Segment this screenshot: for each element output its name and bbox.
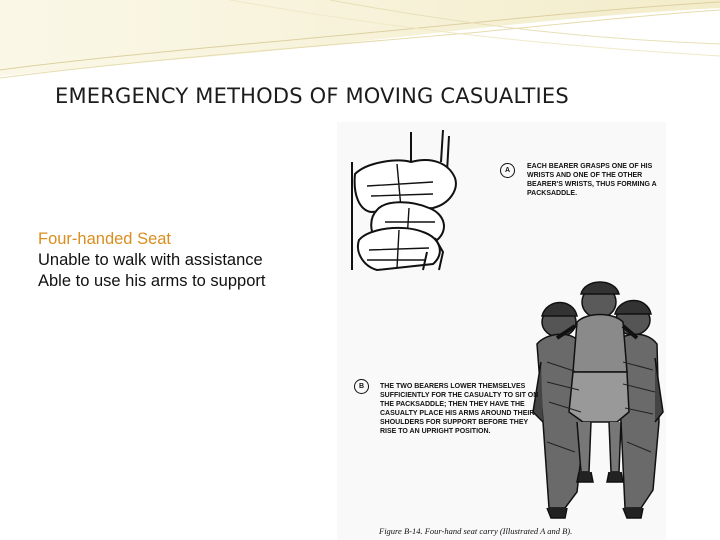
- step-b-marker: B: [354, 379, 369, 394]
- decorative-swoosh: [0, 0, 720, 80]
- slide-title: EMERGENCY METHODS OF MOVING CASUALTIES: [55, 84, 569, 108]
- step-b-text: THE TWO BEARERS LOWER THEMSELVES SUFFICIENTLY FOR THE CASUALTY TO SIT ON THE PACKSADDLE; THEN THEY HAVE THE CASUALTY PLACE HIS ARMS AROUND THEIR SHOULDERS FOR SUPPORT BEFORE THEY RISE TO AN UPRIGHT POSITION.: [380, 383, 539, 435]
- bullet-line: Unable to walk with assistance: [38, 251, 263, 269]
- bullet-line: Able to use his arms to support: [38, 272, 266, 290]
- figure-caption: Figure B-14. Four-hand seat carry (Illustrated A and B).: [379, 526, 573, 536]
- bullet-heading: Four-handed Seat: [38, 230, 172, 248]
- interlocked-hands-illustration: [352, 130, 456, 270]
- bearers-carrying-casualty-illustration: [533, 282, 663, 518]
- step-a-text: EACH BEARER GRASPS ONE OF HIS WRISTS AND ONE OF THE OTHER BEARER'S WRISTS, THUS FORMING A PACKSADDLE.: [527, 163, 657, 197]
- four-hand-seat-figure: [337, 122, 666, 540]
- step-a-marker: A: [500, 163, 515, 178]
- bullet-list: [38, 229, 338, 292]
